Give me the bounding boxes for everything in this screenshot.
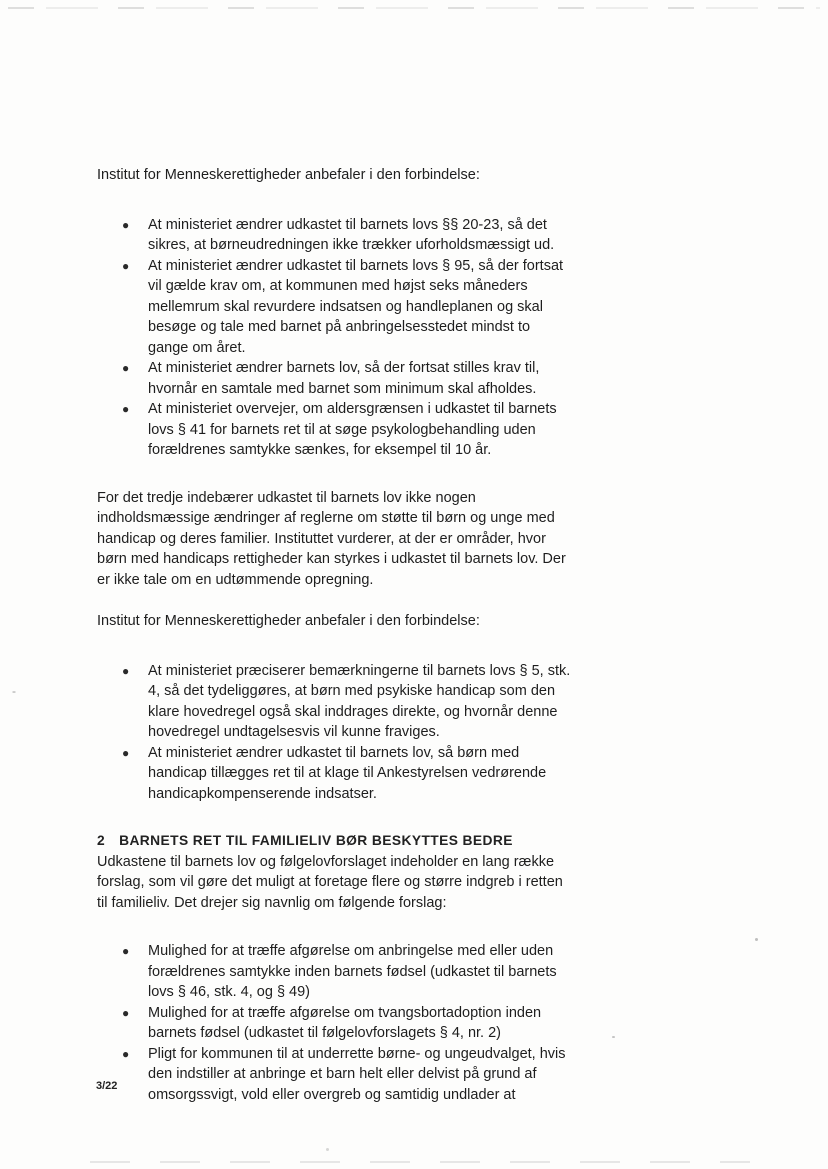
bullet-text: At ministeriet ændrer udkastet til barnets lov, så børn med handicap tillægges ret til at klage til Ankestyrelsen vedrørende handicapkompenserende indsatser. <box>148 744 547 802</box>
scan-artifact-bottom <box>90 1161 750 1163</box>
list-item <box>122 215 573 256</box>
bullet-icon: ● <box>122 217 130 232</box>
bullet-icon: ● <box>122 745 130 760</box>
bullet-text: At ministeriet overvejer, om aldersgrænsen i udkastet til barnets lovs § 41 for barnets ret til at søge psykologbehandling uden forældrenes samtykke sænkes, for eksempel til 10 år. <box>148 401 557 458</box>
intro-line-1: Institut for Menneskerettigheder anbefaler i den forbindelse: <box>97 167 480 183</box>
section-heading <box>97 831 573 852</box>
list-item <box>122 661 573 743</box>
document-page-content <box>97 165 573 1132</box>
list-item <box>122 1003 573 1044</box>
bullet-text: Pligt for kommunen til at underrette børne- og ungeudvalget, hvis den indstiller at anbringe et barn helt eller delvist på grund af omsorgssvigt, vold eller overgreb og samtidig undlader at <box>148 1045 566 1103</box>
list-item <box>122 941 573 1003</box>
bullet-text: Mulighed for at træffe afgørelse om anbringelse med eller uden forældrenes samtykke inden barnets fødsel (udkastet til barnets lovs § 46, stk. 4, og § 49) <box>148 943 557 1000</box>
bullet-icon: ● <box>122 361 130 375</box>
heading-title: BARNETS RET TIL FAMILIELIV BØR BESKYTTES BEDRE <box>119 833 513 848</box>
bullet-icon: ● <box>122 258 130 273</box>
list-item <box>122 743 573 805</box>
bullet-text: At ministeriet ændrer udkastet til barnets lovs §§ 20-23, så det sikres, at børneudredningen ikke trækker uforholdsmæssigt ud. <box>148 216 555 253</box>
bullet-list-3 <box>97 941 573 1105</box>
bullet-text: At ministeriet ændrer barnets lov, så der fortsat stilles krav til, hvornår en samtale med barnet som minimum skal afholdes. <box>148 360 540 397</box>
scan-artifact-dash: - <box>12 684 16 698</box>
bullet-icon: ● <box>122 402 130 416</box>
paragraph-1: For det tredje indebærer udkastet til barnets lov ikke nogen indholdsmæssige ændringer af reglerne om støtte til børn og unge med handicap og deres familier. Instituttet vurderer, at der er områder, hvor børn med handicaps rettigheder kan styrkes i udkastet til barnets lov. Der er ikke tale om en udtømmende opregning. <box>97 489 566 588</box>
heading-number: 2 <box>97 833 106 848</box>
bullet-list-2 <box>97 661 573 805</box>
list-item <box>122 1044 573 1106</box>
bullet-icon: ● <box>122 1046 130 1061</box>
list-item <box>122 358 573 399</box>
bullet-list-1 <box>97 215 573 461</box>
bullet-icon: ● <box>122 1005 130 1020</box>
scan-artifact-speck <box>612 1036 615 1038</box>
intro-line-2: Institut for Menneskerettigheder anbefaler i den forbindelse: <box>97 613 480 629</box>
scan-artifact-speck <box>755 938 758 941</box>
bullet-text: At ministeriet ændrer udkastet til barnets lovs § 95, så der fortsat vil gælde krav om, at kommunen med højst seks måneders mellemrum skal revurdere indsatsen og handleplanen og skal besøge og tale med barnet på anbringelsesstedet mindst to gange om året. <box>148 257 564 356</box>
bullet-text: At ministeriet præciserer bemærkningerne til barnets lovs § 5, stk. 4, så det tydeliggøres, at børn med psykiske handicap som den klare hovedregel også skal inddrages direkte, og hvornår denne hovedregel undtagelsesvis vil kunne fraviges. <box>148 662 571 740</box>
scan-artifact-speck <box>326 1148 329 1151</box>
scan-artifact-top <box>8 7 820 9</box>
bullet-icon: ● <box>122 663 130 678</box>
list-item <box>122 256 573 359</box>
list-item <box>122 399 573 461</box>
bullet-text: Mulighed for at træffe afgørelse om tvangsbortadoption inden barnets fødsel (udkastet til følgelovforslagets § 4, nr. 2) <box>148 1004 542 1041</box>
bullet-icon: ● <box>122 944 130 958</box>
page-number: 3/22 <box>96 1080 118 1092</box>
paragraph-2: Udkastene til barnets lov og følgelovforslaget indeholder en lang række forslag, som vil gøre det muligt at foretage flere og større indgreb i retten til familieliv. Det drejer sig navnlig om følgende forslag: <box>97 853 563 911</box>
